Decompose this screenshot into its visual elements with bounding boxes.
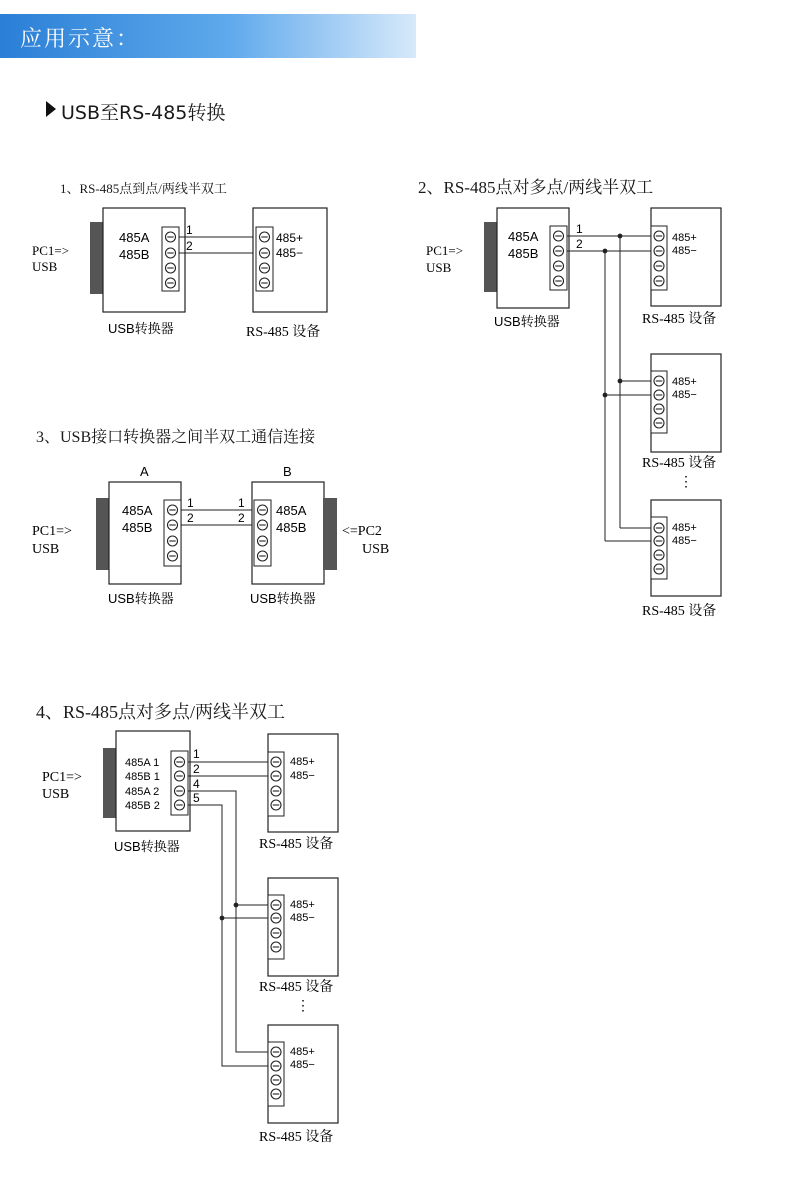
wire-2-label: 2 [187,511,194,525]
converter-label: USB转换器 [250,591,316,606]
usb-label: USB [32,259,58,274]
screw-icon [654,564,664,574]
device-485plus-label: 485+ [672,232,697,244]
screw-icon [260,263,270,273]
screw-icon [168,520,178,530]
screw-icon [271,1047,281,1057]
diagram1-caption: 1、RS-485点到点/两线半双工 [60,181,227,196]
screw-icon [260,278,270,288]
device-485plus-label: 485+ [290,899,315,911]
device-label: RS-485 设备 [259,980,334,995]
converter-485b-label: 485B [122,520,153,535]
usb-label: USB [32,542,60,557]
screw-icon [654,261,664,271]
converter-485b-label: 485B [508,246,539,261]
screw-icon [271,786,281,796]
device-label: RS-485 设备 [642,604,717,619]
converter-b-title: B [283,464,292,479]
screw-icon [554,231,564,241]
wire-1-label: 1 [186,223,193,237]
screw-icon [654,404,664,414]
pc2-label: <=PC2 [342,524,382,539]
terminal-485a2-label: 485A 2 [125,786,160,798]
screw-icon [166,263,176,273]
screw-icon [260,232,270,242]
usb-label: USB [426,260,452,275]
usb-plug [103,748,117,818]
screw-icon [654,523,664,533]
device-485minus-label: 485− [672,535,697,547]
screw-icon [166,278,176,288]
screw-icon [166,232,176,242]
screw-icon [271,1089,281,1099]
screw-icon [554,246,564,256]
terminal-485b1-label: 485B 1 [125,771,160,783]
terminal-485a1-label: 485A 1 [125,757,160,769]
screw-icon [260,248,270,258]
diagram-1 [32,208,327,340]
wire-2-label: 2 [576,237,583,251]
screw-icon [271,1075,281,1085]
wire-5-label: 5 [193,791,200,805]
device-485plus-label: 485+ [672,376,697,388]
screw-icon [654,231,664,241]
pc1-label: PC1=> [42,770,82,785]
screw-icon [271,900,281,910]
screw-icon [168,551,178,561]
bus-wires [188,762,270,1066]
pc1-label: PC1=> [32,524,72,539]
diagram3-caption: 3、USB接口转换器之间半双工通信连接 [36,429,316,446]
pc1-label: PC1=> [426,243,464,258]
screw-icon [258,520,268,530]
screw-icon [168,536,178,546]
converter-485b-label: 485B [276,520,307,535]
device-485plus-label: 485+ [276,231,304,245]
pc1-label: PC1=> [32,243,70,258]
screw-icon [166,248,176,258]
ellipsis: ⋮ [296,997,310,1013]
converter-label: USB转换器 [108,591,174,606]
converter-485a-label: 485A [122,503,153,518]
screw-icon [654,536,664,546]
screw-icon [554,261,564,271]
diagram-3 [32,464,389,606]
screw-icon [271,757,281,767]
screw-icon [258,551,268,561]
usb-plug [484,222,498,292]
device-485minus-label: 485− [672,389,697,401]
wire-2-label: 2 [238,511,245,525]
diagram4-caption: 4、RS-485点对多点/两线半双工 [36,702,286,722]
diagram-2 [426,208,721,619]
screw-icon [654,550,664,560]
device-485minus-label: 485− [290,770,315,782]
device-485minus-label: 485− [672,245,697,257]
screw-icon [175,771,185,781]
converter-485b-label: 485B [119,247,150,262]
screw-icon [654,276,664,286]
converter-485a-label: 485A [119,230,150,245]
screw-icon [654,246,664,256]
device-label: RS-485 设备 [259,1130,334,1145]
converter-485a-label: 485A [508,229,539,244]
usb-plug [90,222,104,294]
device-485minus-label: 485− [290,1059,315,1071]
screw-icon [271,1061,281,1071]
screw-icon [554,276,564,286]
screw-icon [271,800,281,810]
converter-485a-label: 485A [276,503,307,518]
screw-icon [258,505,268,515]
device-485plus-label: 485+ [290,1046,315,1058]
wire-1-label: 1 [187,496,194,510]
device-485minus-label: 485− [276,246,304,260]
wire-1-label: 1 [576,222,583,236]
wire-1-label: 1 [238,496,245,510]
screw-icon [175,757,185,767]
converter-a-title: A [140,464,149,479]
diagram-4 [42,731,338,1145]
screw-icon [271,771,281,781]
usb-plug [323,498,337,570]
screw-icon [654,376,664,386]
page-title: 应用示意： [20,27,141,52]
device-label: RS-485 设备 [246,325,321,340]
converter-label: USB转换器 [108,321,174,336]
screw-icon [654,418,664,428]
device-485minus-label: 485− [290,912,315,924]
screw-icon [654,390,664,400]
wire-4-label: 4 [193,777,200,791]
diagram2-caption: 2、RS-485点对多点/两线半双工 [418,178,654,197]
screw-icon [175,800,185,810]
screw-icon [271,942,281,952]
device-label: RS-485 设备 [259,837,334,852]
junction-dots [603,234,623,398]
wire-1-label: 1 [193,747,200,761]
usb-label: USB [362,542,390,557]
ellipsis: ⋮ [679,473,693,489]
terminal-485b2-label: 485B 2 [125,800,160,812]
wire-2-label: 2 [193,762,200,776]
device-label: RS-485 设备 [642,456,717,471]
screw-icon [258,536,268,546]
usb-plug [96,498,110,570]
screw-icon [271,913,281,923]
screw-icon [271,928,281,938]
section-title: USB至RS-485转换 [61,102,226,124]
device-485plus-label: 485+ [672,522,697,534]
converter-label: USB转换器 [494,314,560,329]
device-label: RS-485 设备 [642,312,717,327]
wire-2-label: 2 [186,239,193,253]
converter-label: USB转换器 [114,839,180,854]
screw-icon [175,786,185,796]
screw-icon [168,505,178,515]
device-485plus-label: 485+ [290,756,315,768]
usb-label: USB [42,787,70,802]
bus-wires [567,236,653,541]
